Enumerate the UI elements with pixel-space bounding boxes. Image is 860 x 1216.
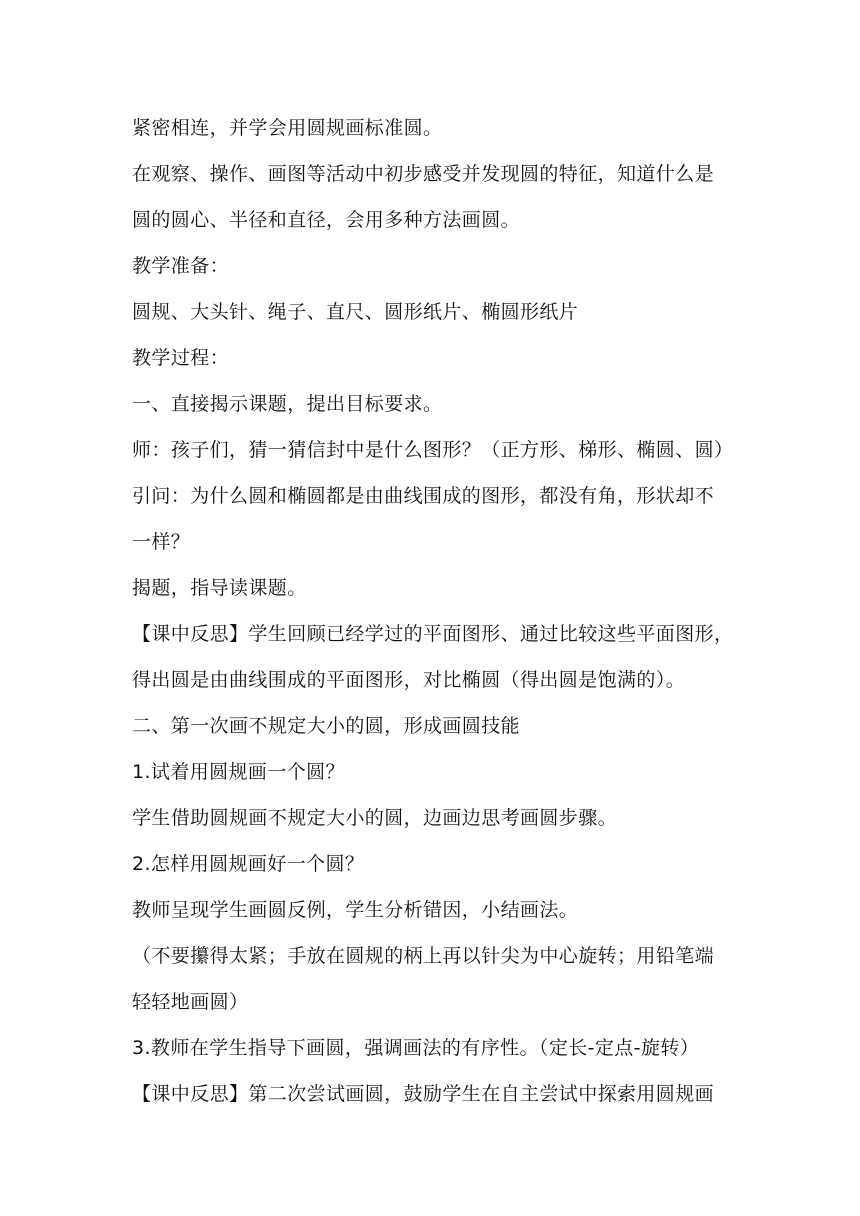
text-line: 揭题，指导读课题。 (132, 577, 307, 599)
text-line: （不要攥得太紧；手放在圆规的柄上再以针尖为中心旋转；用铅笔端 (132, 945, 715, 967)
text-line: 一样？ (132, 531, 191, 553)
text-line: 圆规、大头针、绳子、直尺、圆形纸片、椭圆形纸片 (132, 301, 579, 323)
text-line: 师：孩子们，猜一猜信封中是什么图形？（正方形、梯形、椭圆、圆） (132, 439, 734, 461)
text-line: 教师呈现学生画圆反例，学生分析错因，小结画法。 (132, 899, 579, 921)
text-line: 二、第一次画不规定大小的圆，形成画圆技能 (132, 715, 521, 737)
text-line: 轻轻地画圆） (132, 991, 249, 1013)
text-line: 3.教师在学生指导下画圆，强调画法的有序性。（定长-定点-旋转） (132, 1037, 700, 1059)
text-line: 引问：为什么圆和椭圆都是由曲线围成的图形，都没有角，形状却不 (132, 485, 715, 507)
text-line: 教学准备： (132, 255, 230, 277)
text-line: 学生借助圆规画不规定大小的圆，边画边思考画圆步骤。 (132, 807, 618, 829)
text-line: 1.试着用圆规画一个圆？ (132, 761, 345, 783)
text-line: 得出圆是由曲线围成的平面图形，对比椭圆（得出圆是饱满的）。 (132, 669, 686, 691)
text-line: 在观察、操作、画图等活动中初步感受并发现圆的特征，知道什么是 (132, 163, 715, 185)
text-line: 【课中反思】学生回顾已经学过的平面图形、通过比较这些平面图形， (132, 623, 734, 645)
text-line: 一、直接揭示课题，提出目标要求。 (132, 393, 443, 415)
text-line: 【课中反思】第二次尝试画圆，鼓励学生在自主尝试中探索用圆规画 (132, 1083, 715, 1105)
text-line: 紧密相连，并学会用圆规画标准圆。 (132, 117, 443, 139)
document-body (132, 108, 732, 1120)
text-line: 圆的圆心、半径和直径，会用多种方法画圆。 (132, 209, 521, 231)
text-line: 2.怎样用圆规画好一个圆？ (132, 853, 365, 875)
text-line: 教学过程： (132, 347, 230, 369)
